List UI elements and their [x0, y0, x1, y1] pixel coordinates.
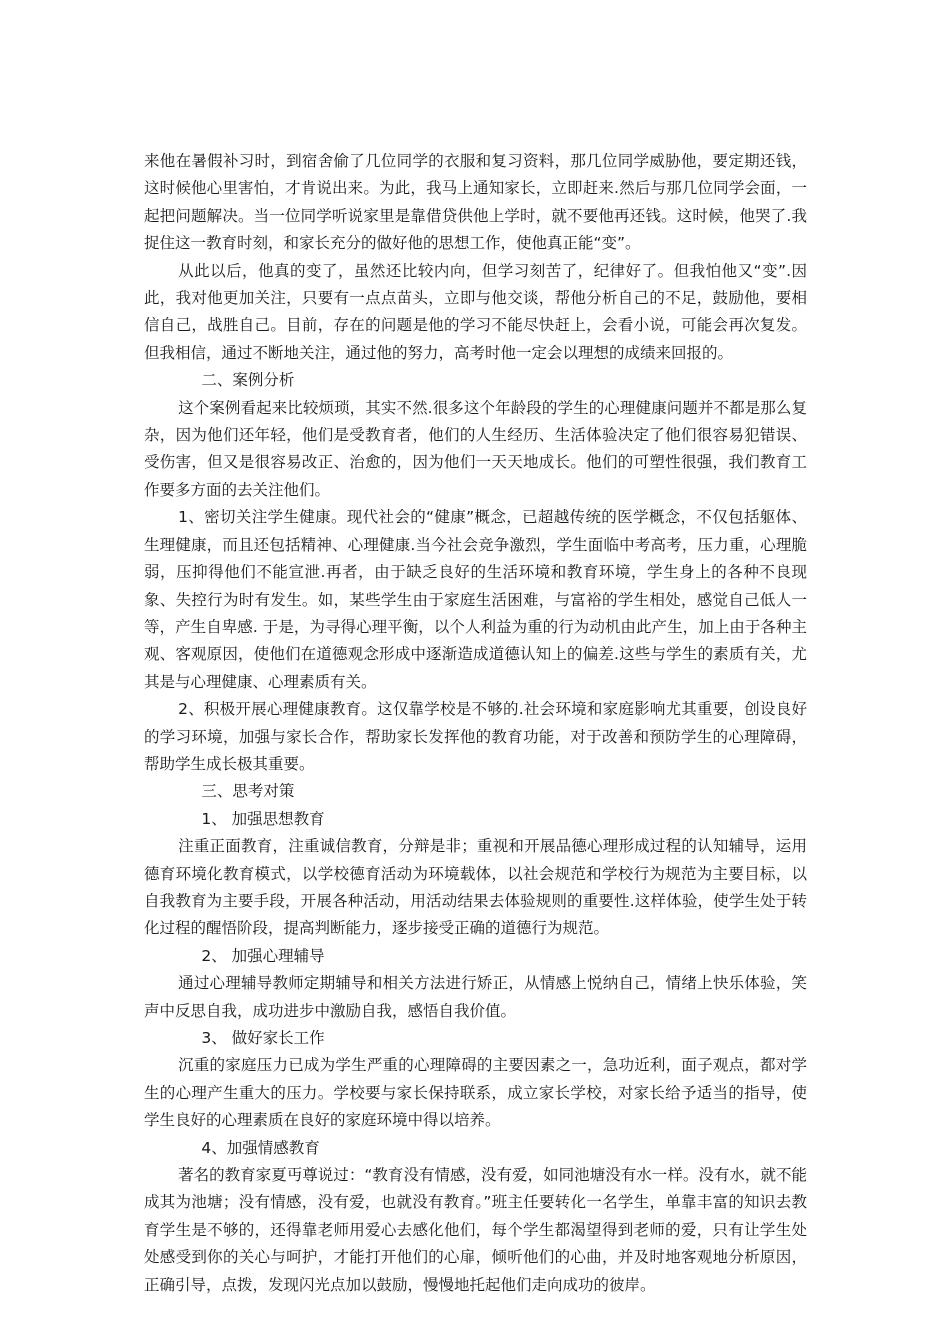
paragraph: 注重正面教育，注重诚信教育，分辩是非；重视和开展品德心理形成过程的认知辅导，运用德育环境化教育模式，以学校德育活动为环境载体，以社会规范和学校行为规范为主要目标，以自我教育为主要手段，开展各种活动，用活动结果去体验规则的重要性.这样体验，使学生处于转化过程的醒悟阶段，提高判断能力，逐步接受正确的道德行为规范。: [144, 837, 807, 938]
subheading-psychological-counseling: 2、 加强心理辅导: [201, 946, 325, 965]
paragraph-continued: 来他在暑假补习时，到宿舍偷了几位同学的衣服和复习资料，那几位同学威胁他，要定期还钱，这时候他心里害怕，才肯说出来。为此，我马上通知家长，立即赶来.然后与那几位同学会面，一起把问题解决。当一位同学听说家里是靠借贷供他上学时，就不要他再还钱。这时候，他哭了.我捉住这一教育时刻，和家长充分的做好他的思想工作，使他真正能“变”。: [144, 152, 807, 253]
paragraph: 沉重的家庭压力已成为学生严重的心理障碍的主要因素之一，急功近利，面子观点，都对学生的心理产生重大的压力。学校要与家长保持联系，成立家长学校，对家长给予适当的指导，使学生良好的心理素质在良好的家庭环境中得以培养。: [144, 1056, 807, 1130]
section-heading-case-analysis: 二、案例分析: [201, 371, 295, 390]
paragraph: 这个案例看起来比较烦琐，其实不然.很多这个年龄段的学生的心理健康问题并不都是那么复杂，因为他们还年轻，他们是受教育者，他们的人生经历、生活体验决定了他们很容易犯错误、受伤害，但又是很容易改正、治愈的，因为他们一天天地成长。他们的可塑性很强，我们教育工作要多方面的去关注他们。: [144, 398, 807, 499]
section-heading-countermeasures: 三、思考对策: [201, 782, 295, 801]
paragraph: 通过心理辅导教师定期辅导和相关方法进行矫正，从情感上悦纳自己，情绪上快乐体验，笑声中反思自我，成功进步中激励自我，感悟自我价值。: [144, 974, 807, 1020]
paragraph: 著名的教育家夏丏尊说过：“教育没有情感，没有爱，如同池塘没有水一样。没有水，就不能成其为池塘；没有情感，没有爱，也就没有教育。”班主任要转化一名学生，单靠丰富的知识去教育学生是不够的，还得靠老师用爱心去感化他们，每个学生都渴望得到老师的爱，只有让学生处处感受到你的关心与呵护，才能打开他们的心扉，倾听他们的心曲，并及时地客观地分析原因，正确引导，点拨，发现闪光点加以鼓励，慢慢地托起他们走向成功的彼岸。: [144, 1166, 807, 1294]
paragraph: 1、密切关注学生健康。现代社会的“健康”概念，已超越传统的医学概念，不仅包括躯体、生理健康，而且还包括精神、心理健康.当今社会竞争激烈，学生面临中考高考，压力重，心理脆弱，压抑得他们不能宣泄.再者，由于缺乏良好的生活环境和教育环境，学生身上的各种不良现象、失控行为时有发生。如，某些学生由于家庭生活困难，与富裕的学生相处，感觉自己低人一等，产生自卑感. 于是，为寻得心理平衡，以个人利益为重的行为动机由此产生，加上由于各种主观、客观原因，使他们在道德观念形成中逐渐造成道德认知上的偏差.这些与学生的素质有关，尤其是与心理健康、心理素质有关。: [144, 508, 807, 691]
subheading-parent-work: 3、 做好家长工作: [201, 1029, 325, 1047]
document-body: [144, 148, 807, 1299]
subheading-ideological-education: 1、 加强思想教育: [201, 809, 325, 828]
paragraph: 2、积极开展心理健康教育。这仅靠学校是不够的.社会环境和家庭影响尤其重要，创设良好的学习环境，加强与家长合作，帮助家长发挥他的教育功能，对于改善和预防学生的心理障碍，帮助学生成长极其重要。: [144, 700, 807, 773]
paragraph: 从此以后，他真的变了，虽然还比较内向，但学习刻苦了，纪律好了。但我怕他又“变”.因此，我对他更加关注，只要有一点点苗头，立即与他交谈，帮他分析自己的不足，鼓励他，要相信自己，战胜自己。目前，存在的问题是他的学习不能尽快赶上，会看小说，可能会再次复发。但我相信，通过不断地关注，通过他的努力，高考时他一定会以理想的成绩来回报的。: [144, 261, 807, 362]
subheading-emotional-education: 4、加强情感教育: [201, 1138, 320, 1157]
